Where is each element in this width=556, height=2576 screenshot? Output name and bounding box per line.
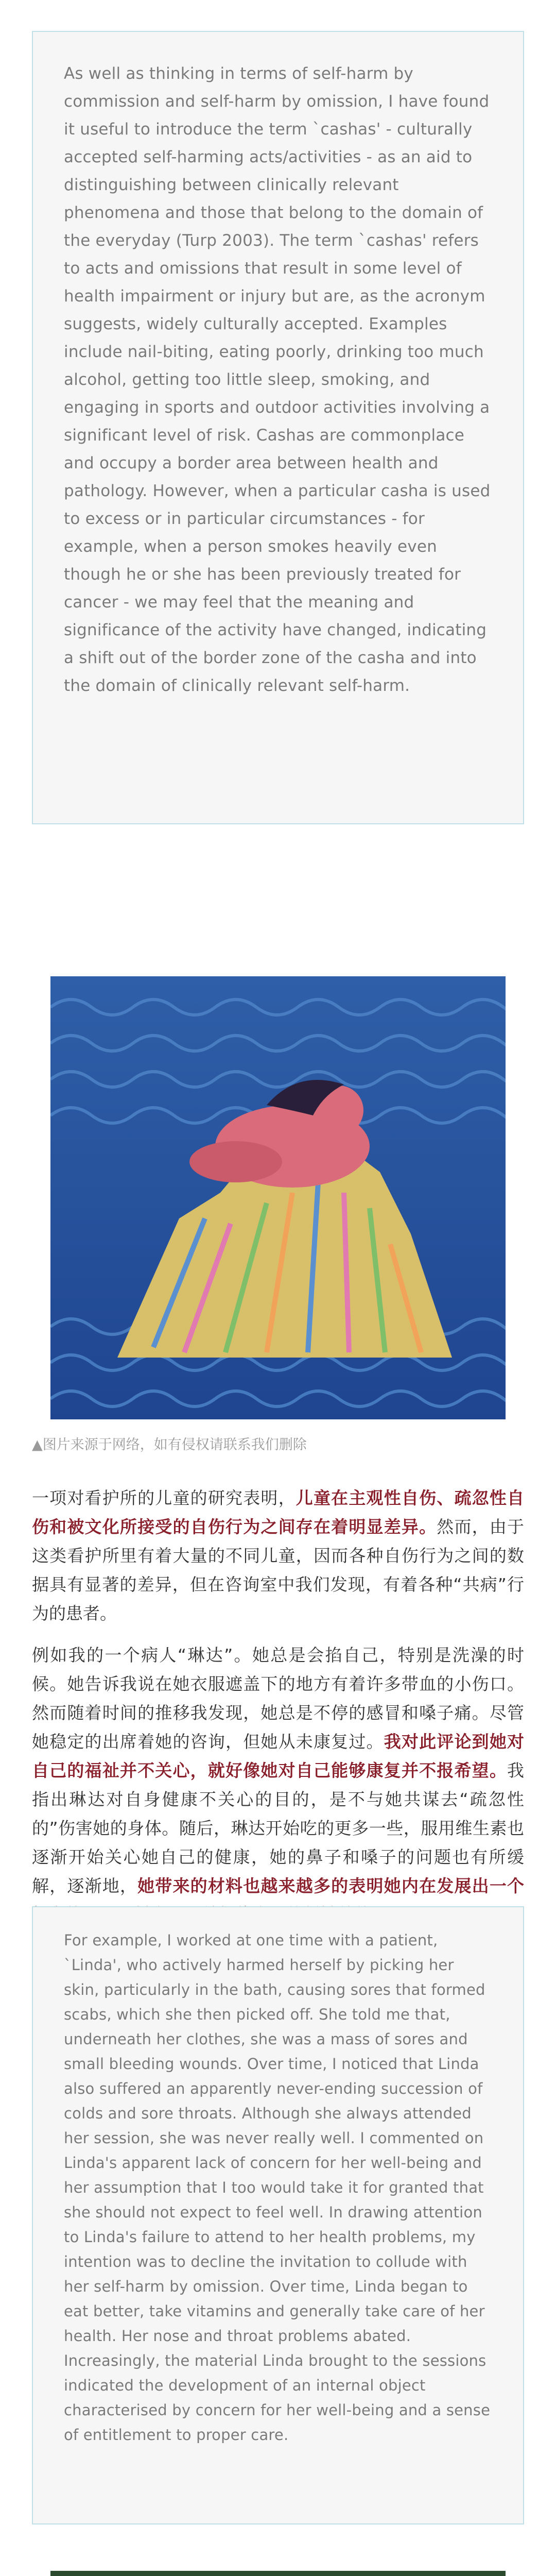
chinese-paragraph-1 — [32, 1484, 524, 1628]
paragraph-text: 例如我的一个病人“琳达”。她总是会掐自己，特别是洗澡的时候。她告诉我说在她衣服遮盖下的地方有着许多带血的小伤口。然而随着时间的推移我发现，她总是不停的感冒和嗓子痛。尽管她稳定的出席着她的咨询，但她从未康复过。 — [32, 1645, 524, 1752]
illustration-woman-in-bathtub — [50, 2571, 506, 2576]
chinese-paragraph-2 — [32, 1641, 524, 1929]
paragraph-text: 一项对看护所的儿童的研究表明， — [32, 1488, 296, 1508]
illustration-woman-on-rock-art — [50, 976, 506, 1419]
highlighted-text: 我对此评论到她对自己的福祉并不关心，就好像她对自己能够康复并不报希望。 — [32, 1732, 525, 1781]
highlighted-text: 儿童在主观性自伤、疏忽性自伤和被文化所接受的自伤行为之间存在着明显差异。 — [32, 1488, 525, 1537]
illustration-woman-in-bathtub-art — [50, 2571, 506, 2576]
image-caption — [32, 1435, 524, 1455]
illustration-woman-on-rock — [50, 976, 506, 1419]
paragraph-text: 我指出琳达对自身健康不关心的目的，是不与她共谋去“疏忽性的”伤害她的身体。随后，琳达开始吃的更多一些，服用维生素也逐渐开始关心她自己的健康，她的鼻子和嗓子的问题也有所缓解，逐渐地， — [32, 1760, 524, 1896]
english-quote-text: As well as thinking in terms of self-harm by commission and self-harm by omission, I have found it useful to introduce the term `cashas' - culturally accepted self-harming acts/activities - as an aid to distinguishing between clinically relevant phenomena and those that belong to the domain of the everyday (Turp 2003). The term `cashas' refers to acts and omissions that result in some level of health impairment or injury but are, as the acronym suggests, widely culturally accepted. Examples include nail-biting, eating poorly, drinking too much alcohol, getting too little sleep, smoking, and engaging in sports and outdoor activities involving a significant level of risk. Cashas are commonplace and occupy a border area between health and pathology. However, when a particular casha is used to excess or in particular circumstances - for example, when a person smokes heavily even though he or she has been previously treated for cancer - we may feel that the meaning and significance of the activity have changed, indicating a shift out of the border zone of the casha and into the domain of clinically relevant self-harm. — [64, 64, 491, 695]
caption-text: ▲图片来源于网络，如有侵权请联系我们删除 — [32, 1437, 307, 1453]
english-quote-box — [32, 31, 524, 824]
highlighted-text: 她带来的材料也越来越多的表明她内在发展出一个 — [137, 1876, 525, 1896]
english-quote-box — [32, 1906, 524, 2524]
english-quote-text: For example, I worked at one time with a patient, `Linda', who actively harmed herself by picking her skin, particularly in the bath, causing sores that formed scabs, which she then picked off. She told me that, underneath her clothes, she was a mass of sores and small bleeding wounds. Over time, I noticed that Linda also suffered an apparently never-ending succession of colds and sore throats. Although she always attended her session, she was never really well. I commented on Linda's apparent lack of concern for her well-being and her assumption that I too would take it for granted that she should not expect to feel well. In drawing attention to Linda's failure to attend to her health problems, my intention was to decline the invitation to collude with her self-harm by omission. Over time, Linda began to eat better, take vitamins and generally take care of her health. Her nose and throat problems abated. Increasingly, the material Linda brought to the sessions indicated the development of an internal object characterised by concern for her well-being and a sense of entitlement to proper care. — [64, 1931, 491, 2444]
paragraph-text: 然而，由于这类看护所里有着大量的不同儿童，因而各种自伤行为之间的数据具有显著的差异，但在咨询室中我们发现，有着各种“共病”行为的患者。 — [32, 1517, 525, 1623]
